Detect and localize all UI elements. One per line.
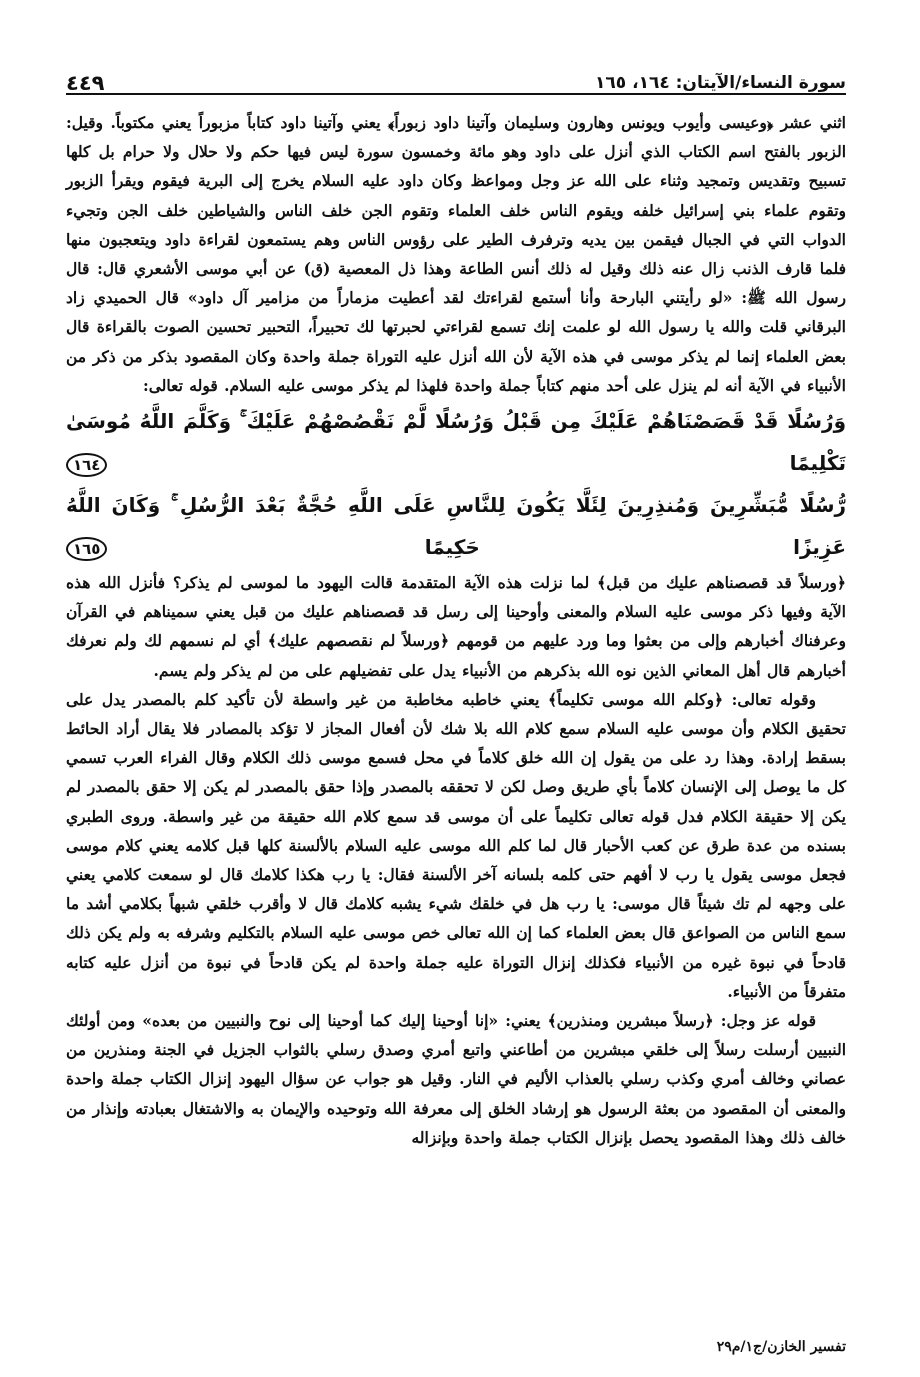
verse-number-marker: ١٦٥ <box>66 537 107 561</box>
commentary-paragraph: ﴿ورسلاً قد قصصناهم عليك من قبل﴾ لما نزلت هذه الآية المتقدمة قالت اليهود ما لموسى لم يذكر؟ فأنزل الله هذه الآية وفيها ذكر موسى عليه السلام والمعنى وأوحينا إلى رسل قد قصصناهم عليك من قبل يعني سميناهم في القرآن وعرفناك أخبارهم وإلى من بعثوا وما ورد عليهم من قومهم ﴿ورسلاً لم نقصصهم عليك﴾ أي لم نسمهم لك ولم نعرفك أخبارهم قال أهل المعاني الذين نوه الله بذكرهم من الأنبياء يدل على تفضيلهم على من لم يذكر ولم يسم. <box>66 573 846 680</box>
verse-text: رُّسُلًا مُّبَشِّرِينَ وَمُنذِرِينَ لِئَلَّا يَكُونَ لِلنَّاسِ عَلَى اللَّهِ حُجَّةٌ بَعْدَ الرُّسُلِ ۚ وَكَانَ اللَّهُ عَزِيزًا حَكِيمًا <box>66 493 846 560</box>
verse-number-marker: ١٦٤ <box>66 453 107 477</box>
running-title: سورة النساء/الآيتان: ١٦٤، ١٦٥ <box>595 73 846 93</box>
page-body <box>66 108 846 1152</box>
signature-line: تفسير الخازن/ج١/م٢٩ <box>716 1339 846 1355</box>
verse-text: وَرُسُلًا قَدْ قَصَصْنَاهُمْ عَلَيْكَ مِن قَبْلُ وَرُسُلًا لَّمْ نَقْصُصْهُمْ عَلَيْكَ ۚ وَكَلَّمَ اللَّهُ مُوسَىٰ تَكْلِيمًا <box>66 409 846 476</box>
page-number: ٤٤٩ <box>66 71 105 95</box>
commentary-paragraph: وقوله تعالى: ﴿وكلم الله موسى تكليماً﴾ يعني خاطبه مخاطبة من غير واسطة لأن تأكيد كلم بالمصدر يدل على تحقيق الكلام وأن موسى عليه السلام سمع كلام الله بلا شك لأن أفعال المجاز لا تؤكد بالمصادر فلا يقال أراد الحائط بسقط إرادة. وهذا رد على من يقول إن الله خلق كلاماً في محل فسمع موسى ذلك الكلام وقال الفراء العرب تسمي كل ما يوصل إلى الإنسان كلاماً بأي طريق وصل لكن لا تحققه بالمصدر وإذا حقق بالمصدر لم يكن إلا حقق بالمصدر لم يكن إلا حقيقة الكلام فدل قوله تعالى تكليماً على أن موسى قد سمع كلام الله حقيقة من غير واسطة. وروى الطبري بسنده من عدة طرق عن كعب الأحبار قال لما كلم الله موسى عليه السلام بالألسنة كلها قبل كلامه يعني كلام موسى فجعل موسى يقول يا رب لا أفهم حتى كلمه بلسانه آخر الألسنة فقال: يا رب هكذا كلامك قال لو سمعت كلامي يعني على وجهه لم تك شيئاً قال موسى: يا رب هل في خلقك شيء يشبه كلامك قال لا وأقرب خلقي شبهاً بكلامي أشد ما سمع الناس من الصواعق قال بعض العلماء كما إن الله تعالى خص موسى عليه السلام بالتكليم وشرفه به ولم يكن ذلك قادحاً في نبوة غيره من الأنبياء فكذلك إنزال التوراة عليه جملة واحدة لم يكن قادحاً في نبوة من أنزل عليه كتابه متفرقاً من الأنبياء. <box>66 689 846 1001</box>
header-rule <box>66 93 846 95</box>
page-header <box>66 58 846 94</box>
intro-paragraph: اثني عشر ﴿وعيسى وأيوب ويونس وهارون وسليمان وآتينا داود زبوراً﴾ يعني وآتينا داود كتاباً مزبوراً يعني مكتوباً. وقيل: الزبور بالفتح اسم الكتاب الذي أنزل على داود وهو مائة وخمسون سورة ليس فيها حكم ولا حلال ولا حرام بل كلها تسبيح وتقديس وتمجيد وثناء على الله عز وجل ومواعظ وكان داود عليه السلام يخرج إلى البرية فيقوم ويقرأ الزبور وتقوم علماء بني إسرائيل خلفه ويقوم الناس خلف العلماء وتقوم الجن خلف الناس والشياطين خلف الجن وتجيء الدواب التي في الجبال فيقمن بين يديه وترفرف الطير على رؤوس الناس وهم يستمعون لقراءة داود ويتعجبون منها فلما قارف الذنب زال عنه ذلك وقيل له ذلك أنس الطاعة وهذا ذل المعصية (ق) عن أبي موسى الأشعري قال: قال رسول الله ﷺ: «لو رأيتني البارحة وأنا أستمع لقراءتك لقد أعطيت مزماراً من مزامير آل داود» قال الحميدي زاد البرقاني قلت والله يا رسول الله لو علمت إنك تسمع لقراءتي لحبرتها لك تحبيراً، التحبير تحسين الصوت بالقراءة قال بعض العلماء إنما لم يذكر موسى في هذه الآية لأن الله أنزل عليه التوراة جملة واحدة وكان المقصود بذكر من ذكر من الأنبياء في الآية أنه لم ينزل على أحد منهم كتاباً جملة واحدة فلهذا لم يذكر موسى عليه السلام. قوله تعالى: <box>66 113 846 395</box>
commentary-paragraph: قوله عز وجل: ﴿رسلاً مبشرين ومنذرين﴾ يعني: «إنا أوحينا إليك كما أوحينا إلى نوح والنبيين من بعده» ومن أولئك النبيين أرسلت رسلاً إلى خلقي مبشرين من أطاعني واتبع أمري وصدق رسلي بالثواب الجزيل في الجنة ومنذرين من عصاني وخالف أمري وكذب رسلي بالعذاب الأليم في النار. وقيل هو جواب عن سؤال اليهود إنزال الكتاب جملة واحدة والمعنى أن المقصود من بعثة الرسول هو إرشاد الخلق إلى معرفة الله وتوحيده والإيمان به والاشتغال بعبادته وإنذار من خالف ذلك وهذا المقصود يحصل بإنزال الكتاب جملة واحدة وبإنزاله <box>66 1011 846 1147</box>
quran-verse-165 <box>66 484 846 568</box>
quran-verse-164 <box>66 400 846 484</box>
